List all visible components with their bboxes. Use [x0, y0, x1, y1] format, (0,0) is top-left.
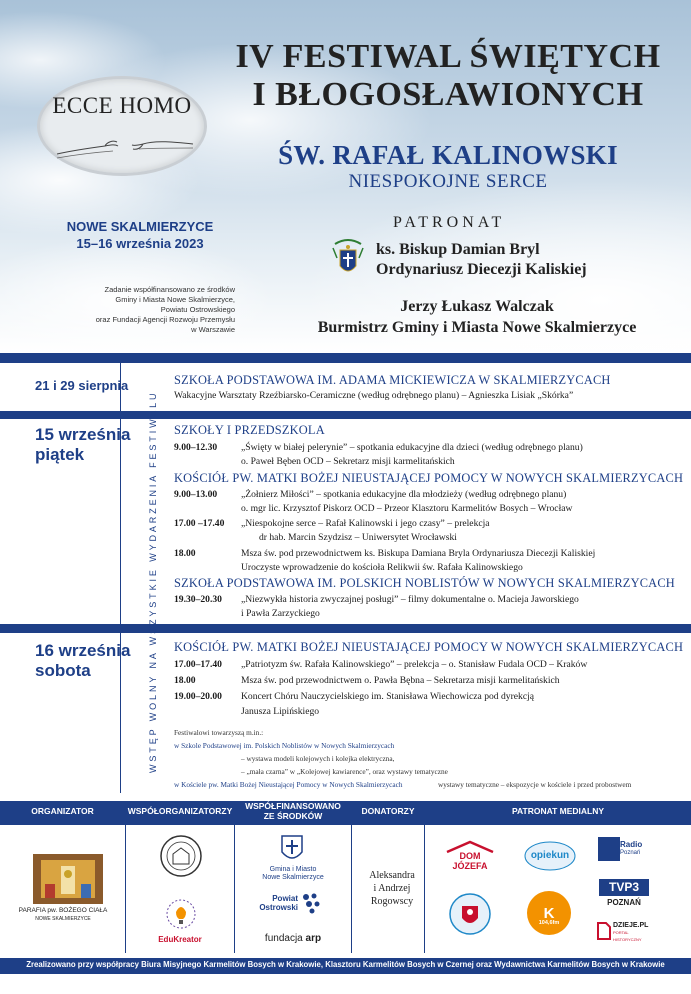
funding-line: w Warszawie: [191, 325, 235, 334]
dom-jozefa-2: JÓZEFA: [452, 861, 488, 871]
extras-item: wystawy tematyczne – ekspozycje w kościele i przed probostwem: [438, 780, 632, 789]
event-time: 9.00–13.00: [174, 489, 218, 500]
funding-line: oraz Fundacji Agencji Rozwoju Przemysłu: [95, 315, 235, 324]
funding-note: [45, 285, 235, 335]
extras-place-1: w Szkole Podstawowej im. Polskich Noblistów w Nowych Skalmierzycach: [174, 741, 395, 750]
event-desc: i Pawła Zarzyckiego: [241, 608, 320, 619]
svg-text:K: K: [543, 905, 555, 922]
day3-weekday: sobota: [35, 661, 91, 680]
gmina-label-2: Nowe Skalmierzyce: [262, 874, 324, 881]
bottom-bar: [0, 958, 691, 974]
gmina-label: [248, 866, 338, 882]
day1-date: 21 i 29 sierpnia: [35, 378, 129, 393]
event-desc: Uroczyste wprowadzenie do kościoła Relikwii św. Rafała Kalinowskiego: [241, 562, 523, 573]
funding-line: Powiatu Ostrowskiego: [160, 305, 235, 314]
organizer-name-1: PARAFIA pw. BOŻEGO CIAŁA: [18, 907, 108, 914]
donator-line: i Andrzej: [373, 883, 411, 894]
day2-venue-schools: SZKOŁY I PRZEDSZKOLA: [174, 423, 325, 437]
powiat-dots-icon: [301, 892, 321, 914]
donators-names: [362, 869, 422, 908]
logo-text: ECCE HOMO: [52, 93, 192, 118]
divider-bar: [0, 353, 691, 363]
day3-date-block: [35, 641, 130, 681]
powiat-label-2: Ostrowski: [259, 903, 298, 912]
event-time: 18.00: [174, 548, 196, 559]
divider-bar: [0, 411, 691, 419]
dzieje-label-1: DZIEJE.PL: [613, 922, 649, 929]
event-desc: o. mgr lic. Krzysztof Piskorz OCD – Przeor Klasztoru Karmelitów Bosych – Wrocław: [241, 503, 573, 514]
coorganizers-label: WSPÓŁORGANIZATORZY: [127, 806, 233, 816]
divider-bar: [0, 624, 691, 633]
radio-fm-logo-icon: [526, 890, 572, 936]
location-dates: [45, 218, 235, 252]
edukreator-label: EduKreator: [158, 935, 202, 944]
bishop-name: ks. Biskup Damian Bryl: [376, 241, 540, 258]
festival-dates: 15–16 września 2023: [76, 236, 204, 251]
donators-label: DONATORZY: [361, 806, 415, 816]
event-desc: „Niespokojne serce – Rafał Kalinowski i jego czasy” – prelekcja: [241, 518, 490, 529]
donator-line: Rogowscy: [370, 896, 414, 907]
event-desc: Msza św. pod przewodnictwem o. Pawła Bębna – Sekretarza misji karmelitańskich: [241, 675, 560, 686]
dom-jozefa-label: [443, 851, 497, 871]
gmina-crest-icon: [280, 834, 304, 864]
event-desc: „Żołnierz Miłości” – spotkania edukacyjne dla młodzieży (według odrębnego planu): [241, 489, 567, 500]
radio-poznan-label: [620, 841, 654, 857]
radio-poznan-logo-icon: [598, 837, 620, 861]
event-desc: „Patriotyzm św. Rafała Kalinowskiego” – prelekcja – o. Stanisław Fudala OCD – Kraków: [241, 659, 588, 670]
edukreator-bulb-icon: [163, 898, 199, 932]
title-line-1: IV FESTIWAL ŚWIĘTYCH: [235, 38, 661, 75]
funding-line: Zadanie współfinansowano ze środków: [104, 285, 235, 294]
radio-fm-label: 104,6fm: [538, 920, 560, 926]
bishop-title: Ordynariusz Diecezji Kaliskiej: [376, 261, 587, 278]
cooperation-note: Zrealizowano przy współpracy Biura Misyjnego Karmelitów Bosych w Krakowie, Klasztoru Karmelitów Bosych w Czernej oraz Wydawnictwa Karmelitów Bosych w Krakowie: [26, 960, 665, 969]
event-time: 9.00–12.30: [174, 442, 218, 453]
saint-name: ŚW. RAFAŁ KALINOWSKI: [278, 140, 618, 170]
day1-desc: Wakacyjne Warsztaty Rzeźbiarsko-Ceramiczne (według odrębnego planu) – Agnieszka Lisiak „Skórka”: [174, 390, 574, 401]
day1-venue: SZKOŁA PODSTAWOWA IM. ADAMA MICKIEWICZA W SKALMIERZYCACH: [174, 373, 611, 387]
location: NOWE SKALMIERZYCE: [66, 219, 214, 234]
day2-date-block: [35, 425, 130, 465]
footer-separator: [424, 801, 425, 953]
dzieje-label-2: PORTAL HISTORYCZNY: [613, 930, 642, 942]
mayor-patron: [282, 296, 672, 338]
creation-hands-icon: [55, 124, 195, 164]
media-label: PATRONAT MEDIALNY: [511, 806, 605, 816]
fundacja-arp-label: [258, 933, 328, 944]
extras-item: – wystawa modeli kolejowych i kolejka elektryczna,: [241, 754, 395, 763]
donator-line: Aleksandra: [369, 870, 415, 881]
event-time: 19.30–20.30: [174, 594, 222, 605]
event-time: 18.00: [174, 675, 196, 686]
day2-weekday: piątek: [35, 445, 85, 464]
day2-venue-school-nobel: SZKOŁA PODSTAWOWA IM. POLSKICH NOBLISTÓW W NOWYCH SKALMIERZYCACH: [174, 576, 675, 590]
fundacja-label: fundacja: [264, 933, 303, 944]
footer-separator: [125, 801, 126, 953]
day2-date: 15 września: [35, 425, 131, 444]
event-desc: „Niezwykła historia zwyczajnej posługi” – filmy dokumentalne o. Macieja Jaworskiego: [241, 594, 579, 605]
cofunded-label-1: WSPÓŁFINANSOWANO: [245, 801, 341, 811]
extras-place-2: w Kościele pw. Matki Bożej Nieustającej Pomocy w Nowych Skalmierzycach: [174, 780, 403, 789]
radio-label-1: Radio: [620, 840, 643, 849]
dzieje-logo-icon: [597, 922, 611, 940]
event-desc: Janusza Lipińskiego: [241, 706, 320, 717]
event-desc: o. Paweł Bęben OCD – Sekretarz misji karmelitańskich: [241, 456, 455, 467]
header-sky: [0, 0, 691, 352]
gmina-label-1: Gmina i Miasto: [269, 866, 317, 873]
event-time: 17.00–17.40: [174, 659, 222, 670]
footer-separator: [351, 801, 352, 953]
free-entry-vertical-text: WSTĘP WOLNY NA WSZYSTKIE WYDARZENIA FESTIWALU: [148, 390, 158, 773]
event-time: 19.00–20.00: [174, 691, 222, 702]
arp-label: arp: [305, 933, 322, 944]
ecce-homo-logo: [37, 76, 207, 176]
festival-subtitle: NIESPOKOJNE SERCE: [348, 171, 548, 192]
cofunded-label-2: ZE ŚRODKÓW: [263, 811, 323, 821]
powiat-label-1: Powiat: [272, 894, 298, 903]
radio-label-2: Poznań: [620, 850, 641, 856]
footer-separator: [234, 801, 235, 953]
event-desc: Koncert Chóru Nauczycielskiego im. Stanisława Wiechowicza pod dyrekcją: [241, 691, 535, 702]
event-desc: dr hab. Marcin Szydzisz – Uniwersytet Wrocławski: [259, 532, 457, 543]
festival-title: [228, 38, 668, 114]
patronat-heading: PATRONAT: [393, 214, 506, 231]
extras-item: – „mała czarna” w „Kolejowej kawiarence”, oraz wystawy tematyczne: [241, 767, 448, 776]
tvp3-city: POZNAŃ: [607, 898, 641, 907]
day3-date: 16 września: [35, 641, 131, 660]
event-desc: Msza św. pod przewodnictwem ks. Biskupa Damiana Bryla Ordynariusza Diecezji Kaliskiej: [241, 548, 596, 559]
tvp3-logo: TVP3: [599, 879, 649, 896]
title-line-2: I BŁOGOSŁAWIONYCH: [252, 76, 644, 113]
organizer-name-2: NOWE SKALMIERZYCE: [35, 916, 91, 922]
parish-altar-image: [33, 854, 103, 904]
mayor-title: Burmistrz Gminy i Miasta Nowe Skalmierzyce: [317, 319, 637, 336]
day2-venue-church: KOŚCIÓŁ PW. MATKI BOŻEJ NIEUSTAJĄCEJ POMOCY W NOWYCH SKALMIERZYCACH: [174, 471, 684, 485]
footer-header-bar: [0, 801, 691, 825]
bishop-patron: [376, 240, 587, 280]
diocese-seal-icon: [448, 892, 492, 936]
mayor-name: Jerzy Łukasz Walczak: [400, 298, 554, 315]
extras-intro: Festiwalowi towarzyszą m.in.:: [174, 728, 264, 737]
dzieje-label: [613, 922, 658, 943]
event-desc: „Święty w białej pelerynie” – spotkania edukacyjne dla dzieci (według odrębnego planu): [241, 442, 583, 453]
school-seal-icon: [159, 834, 203, 878]
opiekun-label: opiekun: [530, 850, 570, 861]
day3-venue: KOŚCIÓŁ PW. MATKI BOŻEJ NIEUSTAJĄCEJ POMOCY W NOWYCH SKALMIERZYCACH: [174, 640, 684, 654]
powiat-label: [256, 894, 298, 912]
organizer-name: [10, 907, 116, 923]
cofunded-label: [235, 801, 351, 821]
organizer-label: ORGANIZATOR: [31, 806, 94, 816]
bishop-coat-of-arms-icon: [331, 238, 365, 280]
dom-jozefa-1: DOM: [459, 851, 481, 861]
funding-line: Gminy i Miasta Nowe Skalmierzyce,: [115, 295, 235, 304]
event-time: 17.00 –17.40: [174, 518, 225, 529]
